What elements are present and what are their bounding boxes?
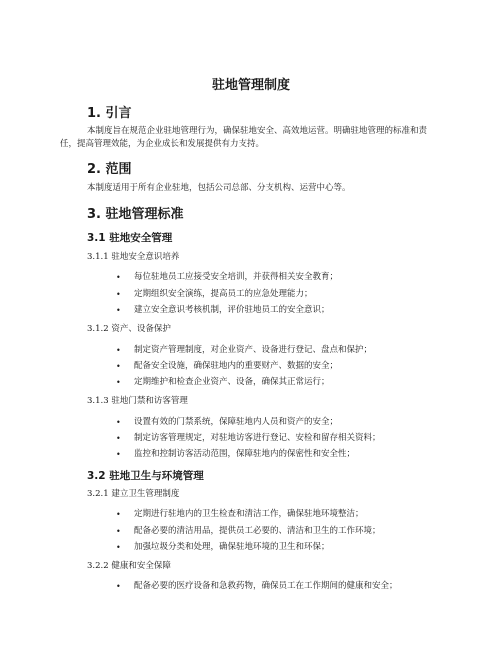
section-3-1-2-heading: 3.1.2 资产、设备保护 xyxy=(87,324,171,334)
section-3-1-heading: 3.1 驻地安全管理 xyxy=(87,232,173,244)
list-item: 制定访客管理规定，对驻地访客进行登记、安检和留存相关资料； xyxy=(134,433,381,443)
bullet-icon: • xyxy=(116,378,121,387)
bullet-icon: • xyxy=(116,306,121,315)
bullet-icon: • xyxy=(116,290,121,299)
document-title: 驻地管理制度 xyxy=(211,78,290,93)
list-item: 配备必要的清洁用品，提供员工必要的、清洁和卫生的工作环境； xyxy=(134,526,381,536)
list-item: 每位驻地员工应接受安全培训，并获得相关安全教育； xyxy=(134,272,339,282)
list-item: 制定资产管理制度，对企业资产、设备进行登记、盘点和保护； xyxy=(134,345,373,355)
section-3-2-2-heading: 3.2.2 健康和安全保障 xyxy=(87,561,171,571)
section-3-2-heading: 3.2 驻地卫生与环境管理 xyxy=(87,470,204,482)
bullet-icon: • xyxy=(116,418,121,427)
section-1-paragraph: 本制度旨在规范企业驻地管理行为，确保驻地安全、高效地运营。明确驻地管理的标准和责任，提高管理效能，为企业成长和发展提供有力支持。 xyxy=(60,126,428,149)
section-2-heading: 2. 范围 xyxy=(87,162,132,177)
list-item: 监控和控制访客活动范围，保障驻地内的保密性和安全性； xyxy=(134,449,356,459)
section-3-1-3-heading: 3.1.3 驻地门禁和访客管理 xyxy=(87,396,188,406)
bullet-icon: • xyxy=(116,434,121,443)
bullet-icon: • xyxy=(116,510,121,519)
bullet-icon: • xyxy=(116,582,121,591)
section-3-2-1-heading: 3.2.1 建立卫生管理制度 xyxy=(87,489,180,499)
bullet-icon: • xyxy=(116,543,121,552)
section-3-1-1-heading: 3.1.1 驻地安全意识培养 xyxy=(87,252,180,262)
bullet-icon: • xyxy=(116,273,121,282)
bullet-icon: • xyxy=(116,527,121,536)
bullet-icon: • xyxy=(116,362,121,371)
section-1-heading: 1. 引言 xyxy=(87,106,132,121)
bullet-icon: • xyxy=(116,450,121,459)
list-item: 定期组织安全演练，提高员工的应急处理能力； xyxy=(134,289,313,299)
list-item: 配备必要的医疗设备和急救药物，确保员工在工作期间的健康和安全； xyxy=(134,581,398,591)
list-item: 加强垃圾分类和处理，确保驻地环境的卫生和环保； xyxy=(134,542,330,552)
bullet-icon: • xyxy=(116,346,121,355)
list-item: 定期维护和检查企业资产、设备，确保其正常运行； xyxy=(134,377,330,387)
list-item: 定期进行驻地内的卫生检查和清洁工作，确保驻地环境整洁； xyxy=(134,509,364,519)
section-2-paragraph: 本制度适用于所有企业驻地，包括公司总部、分支机构、运营中心等。 xyxy=(87,183,351,193)
section-3-heading: 3. 驻地管理标准 xyxy=(87,207,184,222)
list-item: 配备安全设施，确保驻地内的重要财产、数据的安全； xyxy=(134,361,339,371)
list-item: 设置有效的门禁系统，保障驻地内人员和资产的安全； xyxy=(134,417,339,427)
list-item: 建立安全意识考核机制，评价驻地员工的安全意识； xyxy=(134,305,330,315)
